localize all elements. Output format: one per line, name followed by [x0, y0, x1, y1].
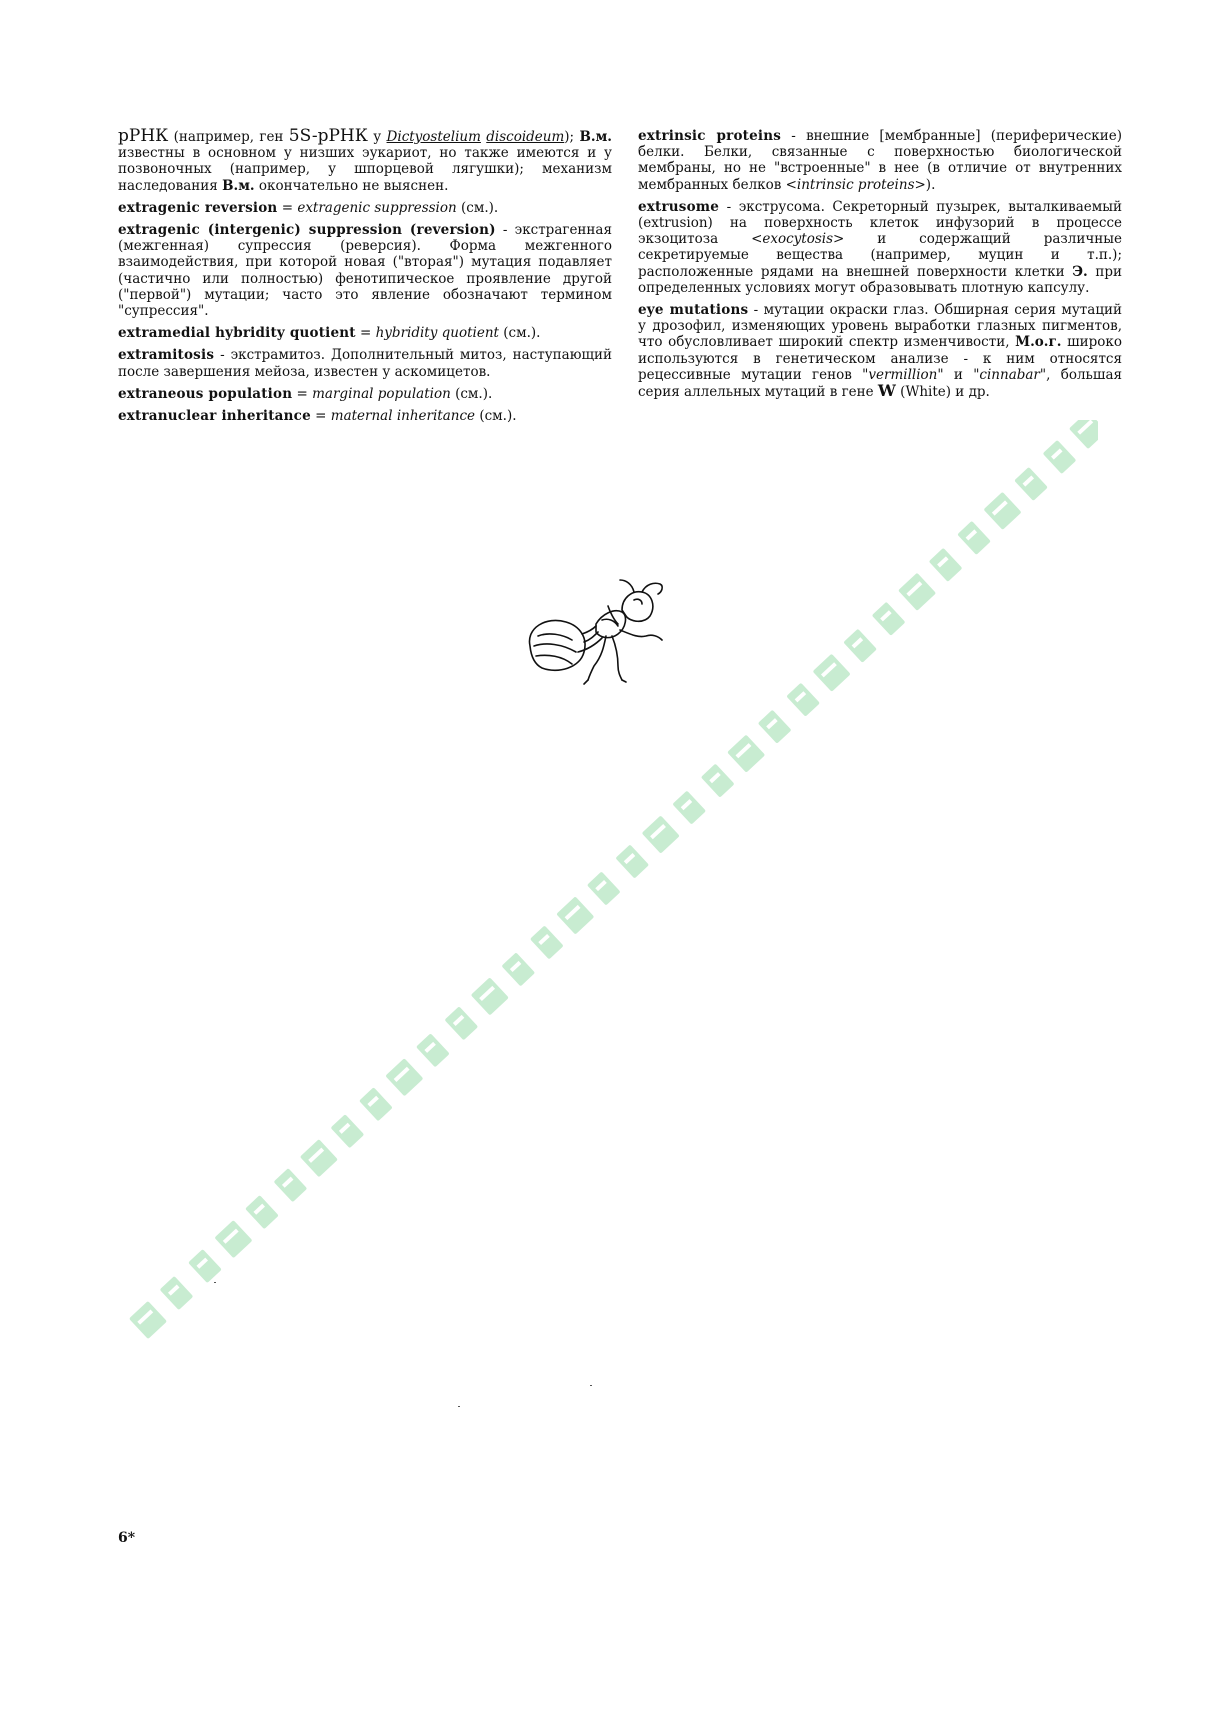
watermark-glyph [929, 548, 963, 582]
watermark-glyph [385, 1058, 423, 1096]
entry-term: eye mutations [638, 302, 749, 319]
watermark-glyph [758, 710, 792, 744]
watermark-glyph [843, 629, 877, 663]
cross-reference: intrinsic proteins [796, 176, 915, 193]
entry-extraneous-population: extraneous population = marginal population (см.). [118, 385, 493, 402]
watermark-glyph [129, 1301, 167, 1339]
cross-reference: maternal inheritance [330, 408, 476, 425]
genus-name: Dictyostelium [386, 129, 481, 145]
watermark-glyph [471, 977, 509, 1015]
entry-term: extragenic (intergenic) suppression (reversion) [118, 222, 496, 239]
entry-extrinsic-proteins: extrinsic proteins - внешние [мембранные] (периферические) белки. Белки, связанные с поверхностью биологической мембраны, но не "встроенные" в нее (в отличие от внутренних мембранных белков <intrinsic proteins>). [638, 128, 1122, 193]
watermark-glyph [556, 896, 594, 934]
cross-reference: hybridity quotient [375, 325, 499, 342]
watermark-glyph [530, 925, 564, 959]
entry-term: extramitosis [118, 347, 215, 364]
watermark-glyph [898, 573, 936, 611]
watermark-glyph [615, 844, 649, 878]
scan-speck [458, 1406, 460, 1407]
entry-extrusome: extrusome - экструсома. Секреторный пузырек, выталкиваемый (extrusion) на поверхность клеток инфузорий в процессе экзоцитоза <exocytosis> и содержащий различные секретируемые вещества (например, муцин и т.п.); расположенные рядами на внешней поверхности клетки Э. при определенных условиях могут образовывать плотную капсулу. [638, 198, 1122, 296]
watermark-glyph [701, 764, 735, 798]
watermark-glyph [983, 492, 1021, 530]
watermark-glyph [813, 654, 851, 692]
watermark-glyph [331, 1114, 365, 1148]
watermark-glyph [300, 1139, 338, 1177]
entry-extragenic-reversion: extragenic reversion = extragenic suppression (см.). [118, 199, 499, 216]
right-column [638, 128, 1122, 406]
watermark-glyph [416, 1033, 450, 1067]
diagonal-watermark [128, 420, 1098, 1340]
entry-eye-mutations: eye mutations - мутации окраски глаз. Обширная серия мутаций у дрозофил, изменяющих уровень выработки глазных пигментов, что обусловливает широкий спектр изменчивости, М.о.г. широко используются в генетическом анализе - к ним относятся рецессивные мутации генов "vermillion" и "cinnabar", большая серия аллельных мутаций в гене W (White) и др. [638, 302, 1123, 401]
watermark-glyph [1069, 420, 1098, 449]
watermark-glyph [160, 1276, 194, 1310]
watermark-glyph [188, 1249, 222, 1283]
continued-entry: рРНК (например, ген 5S-рРНК у Dictyostelium discoideum); В.м. известны в основном у низших эукариот, но также имеются и у позвоночных (например, у шпорцевой лягушки); механизм наследования В.м. окончательно не выяснен. [118, 126, 612, 194]
cross-reference: cinnabar [979, 366, 1040, 383]
entry-definition: - экстрамитоз. Дополнительный митоз, наступающий после завершения мейоза, известен у аскомицетов. [118, 347, 612, 380]
entry-definition: - экстрагенная (межгенная) супрессия (реверсия). Форма межгенного взаимодействия, при которой новая ("вторая") мутация подавляет (частично или полностью) фенотипическое проявление другой ("первой") мутации; часто это явление обозначают термином "супрессия". [118, 222, 612, 320]
entry-extramedial-hybridity-quotient: extramedial hybridity quotient = hybridity quotient (см.). [118, 325, 541, 342]
entry-term: extrinsic proteins [638, 128, 782, 144]
entry-term: extramedial hybridity quotient [118, 325, 356, 342]
watermark-glyph [274, 1168, 308, 1202]
watermark-glyph [642, 815, 680, 853]
species-name: discoideum [486, 129, 565, 145]
entry-extranuclear-inheritance: extranuclear inheritance = maternal inheritance (см.). [118, 408, 517, 425]
cross-reference: extragenic suppression [297, 199, 457, 216]
entry-extramitosis [118, 347, 612, 379]
scan-speck [214, 1282, 216, 1283]
scan-speck [590, 1385, 592, 1386]
watermark-glyph [957, 521, 991, 555]
entry-term: extragenic reversion [118, 199, 278, 216]
entry-term: extranuclear inheritance [118, 408, 311, 425]
watermark-glyph [786, 683, 820, 717]
cross-reference: exocytosis [762, 231, 834, 248]
cross-reference: vermillion [868, 366, 938, 383]
watermark-glyph [1043, 440, 1077, 474]
entry-extragenic-suppression [118, 222, 612, 319]
watermark-glyph [501, 952, 535, 986]
entry-term: extraneous population [118, 385, 293, 402]
watermark-glyph [872, 602, 906, 636]
entry-term: extrusome [638, 198, 720, 215]
page-number: 6* [118, 1530, 136, 1546]
watermark-glyph [672, 791, 706, 825]
watermark-glyph [359, 1087, 393, 1121]
watermark-glyph [444, 1006, 478, 1040]
watermark-glyph [214, 1220, 252, 1258]
cross-reference: marginal population [312, 385, 451, 402]
ant-icon [522, 576, 674, 710]
watermark-glyph [245, 1195, 279, 1229]
watermark-glyph [1014, 467, 1048, 501]
left-column [118, 128, 612, 430]
watermark-glyph [727, 735, 765, 773]
watermark-glyph [587, 871, 621, 905]
